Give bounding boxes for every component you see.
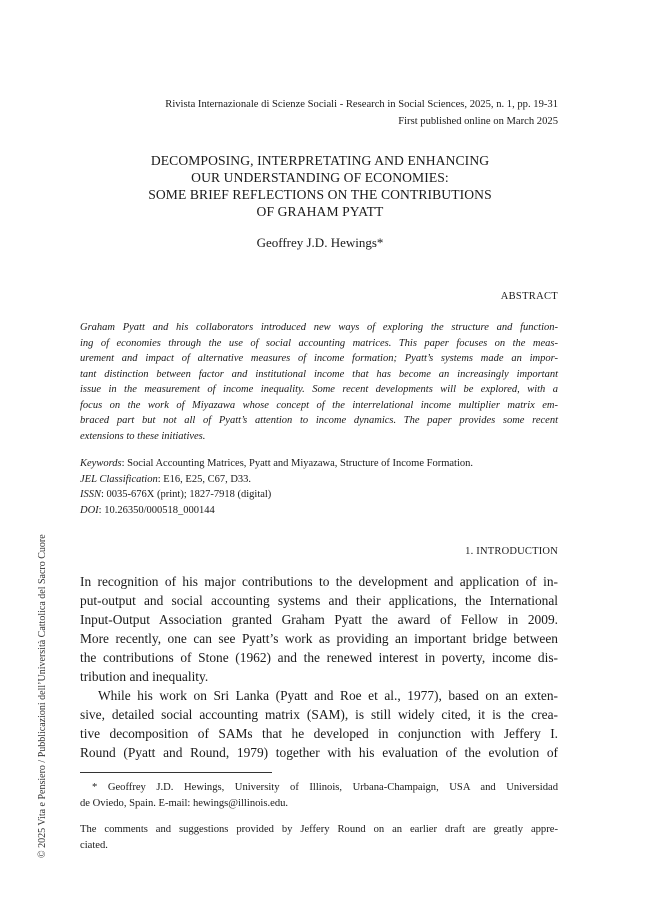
abstract-line: extensions to these initiatives. <box>80 430 206 442</box>
abstract-line: ing of economies through the use of social accounting matrices. This paper focuses on the meas- <box>80 337 558 349</box>
article-metadata <box>80 456 473 518</box>
body-line: sive, detailed social accounting matrix (SAM), is still widely cited, it is the crea- <box>80 707 558 722</box>
body-line: While his work on Sri Lanka (Pyatt and Roe et al., 1977), based on an exten- <box>98 688 558 703</box>
abstract-line: focus on the work of Miyazawa whose concept of the interrelational income multiplier matrix em- <box>80 399 558 411</box>
section-heading: 1. INTRODUCTION <box>465 546 558 557</box>
ack-line: ciated. <box>80 840 108 851</box>
abstract-line: braced part but not all of Pyatt’s attention to income dynamics. The paper provides some recent <box>80 415 558 426</box>
journal-citation: Rivista Internazionale di Scienze Sociali - Research in Social Sciences, 2025, n. 1, pp. 19-31 <box>165 99 558 110</box>
body-line: tive decomposition of SAMs that he developed in conjunction with Jeffery I. <box>80 726 558 741</box>
issn-row <box>80 487 473 503</box>
body-line: put-output and social accounting systems and their applications, the International <box>80 593 558 608</box>
doi-value: : 10.26350/000518_000144 <box>98 504 215 516</box>
abstract-line: issue in the measurement of income inequality. Some recent developments will be explored, with a <box>80 384 558 395</box>
jel-row <box>80 472 473 488</box>
body-line: the contributions of Stone (1962) and the renewed interest in poverty, income dis- <box>80 650 558 665</box>
copyright-notice: © 2025 Vita e Pensiero / Pubblicazioni dell’Università Cattolica del Sacro Cuore <box>37 534 48 858</box>
keywords-label: Keywords <box>80 458 122 469</box>
jel-label: JEL Classification <box>80 473 158 485</box>
ack-line: The comments and suggestions provided by Jeffery Round on an earlier draft are greatly appre- <box>80 824 558 835</box>
paper-title <box>110 152 530 220</box>
body-line: tribution and inequality. <box>80 669 209 684</box>
abstract-line: Graham Pyatt and his collaborators introduced new ways of exploring the structure and function- <box>80 322 558 333</box>
abstract-line: tant distinction between factor and institutional income that has become an increasingly important <box>80 368 558 380</box>
body-line: In recognition of his major contributions to the development and application of in- <box>80 574 558 589</box>
abstract-text <box>80 320 558 444</box>
title-line: OF GRAHAM PYATT <box>256 204 384 219</box>
doi-row <box>80 503 473 519</box>
keywords-row <box>80 456 473 472</box>
abstract-heading: ABSTRACT <box>500 291 558 302</box>
footnote-line: * Geoffrey J.D. Hewings, University of Illinois, Urbana-Champaign, USA and Universidad <box>92 782 558 793</box>
author-name: Geoffrey J.D. Hewings* <box>256 235 384 250</box>
body-line: More recently, one can see Pyatt’s work as providing an important bridge between <box>80 631 558 646</box>
author-footnote <box>80 780 558 812</box>
journal-header <box>80 96 558 130</box>
acknowledgement <box>80 822 558 854</box>
issn-value: : 0035-676X (print); 1827-7918 (digital) <box>101 489 272 500</box>
title-line: SOME BRIEF REFLECTIONS ON THE CONTRIBUTIONS <box>148 187 492 202</box>
title-line: DECOMPOSING, INTERPRETATING AND ENHANCING <box>150 153 490 168</box>
footnote-divider <box>80 772 272 773</box>
abstract-line: urement and impact of alternative measures of income formation; Pyatt’s systems made an impor- <box>80 353 558 364</box>
body-line: Input-Output Association granted Graham Pyatt the award of Fellow in 2009. <box>80 612 558 627</box>
doi-label: DOI <box>80 504 99 516</box>
keywords-value: : Social Accounting Matrices, Pyatt and Miyazawa, Structure of Income Formation. <box>121 458 473 469</box>
publication-date: First published online on March 2025 <box>398 116 558 127</box>
title-line: OUR UNDERSTANDING OF ECONOMIES: <box>191 170 449 185</box>
body-text <box>80 572 558 762</box>
body-line: Round (Pyatt and Round, 1979) together with his evaluation of the evolution of <box>80 745 558 760</box>
footnote-line: de Oviedo, Spain. E-mail: hewings@illinois.edu. <box>80 798 289 809</box>
jel-value: : E16, E25, C67, D33. <box>157 473 252 485</box>
issn-label: ISSN <box>80 489 101 500</box>
